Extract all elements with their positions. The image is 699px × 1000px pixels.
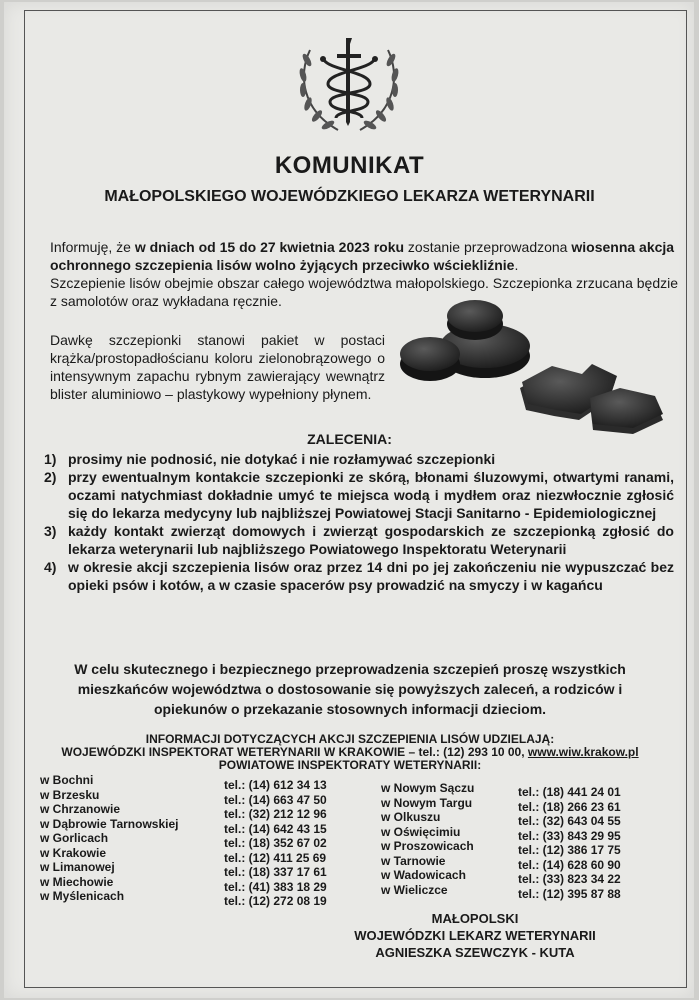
inspectorate-place: w Gorlicach [40,831,109,845]
inspectorate-phone: tel.: (33) 843 29 95 [518,828,621,843]
inspectorate-phone: tel.: (12) 411 25 69 [224,850,327,865]
contact-heading: INFORMACJI DOTYCZĄCYCH AKCJI SZCZEPIENIA LISÓW UDZIELAJĄ: [145,732,555,746]
vaccine-bait-image [400,296,670,446]
inspectorate-phones-right [518,785,621,901]
intro-area: Szczepienie lisów obejmie obszar całego województwa małopolskiego. Szczepionka zrzucana będzie z samolotów oraz wykładana ręcznie. [50,275,679,309]
inspectorate-phone: tel.: (33) 823 34 22 [518,872,621,886]
inspectorate-place: w Bochni [40,773,94,787]
item-number: 2) [44,469,57,485]
inspectorate-phone: tel.: (41) 383 18 29 [224,879,327,894]
intro-text: Informuję, że [50,239,135,255]
inspectorate-place: w Wieliczce [381,882,448,897]
inspectorate-place: w Nowym Targu [381,795,473,810]
signature-title: WOJEWÓDZKI LEKARZ WETERYNARII [354,928,596,943]
inspectorate-phone: tel.: (12) 272 08 19 [224,894,327,908]
website-link[interactable]: www.wiw.krakow.pl [527,745,639,759]
veterinary-emblem-icon [290,30,408,140]
inspectorate-place: w Wadowicach [381,868,466,882]
item-text: każdy kontakt zwierząt domowych i zwierząt gospodarskich ze szczepionką zgłosić do lekarza weterynarii lub najbliższego Powiatowego Inspektoratu Weterynarii [68,523,674,557]
item-number: 1) [44,451,57,467]
inspectorate-phone: tel.: (14) 612 34 13 [224,778,327,792]
inspectorate-phone: tel.: (18) 266 23 61 [518,799,621,814]
inspectorate-phone: tel.: (18) 337 17 61 [224,865,327,879]
inspectorate-place: w Oświęcimiu [381,824,461,839]
inspectorate-place: w Tarnowie [381,853,446,868]
recommendation-item [44,468,674,522]
inspectorate-place: w Miechowie [40,874,114,889]
inspectorate-phone: tel.: (12) 395 87 88 [518,886,621,901]
intro-action: wiosenna akcja ochronnego szczepienia lisów wolno żyjących przeciwko wściekliźnie [50,239,675,273]
inspectorate-place: w Brzesku [40,787,100,802]
contact-info [30,733,670,772]
item-number: 4) [44,559,57,575]
signature-block [330,910,620,961]
inspectorate-place: w Myślenicach [40,889,125,903]
recommendations-heading: ZALECENIA: [307,431,392,447]
recommendation-item [44,522,674,558]
intro-dates: w dniach od 15 do 27 kwietnia 2023 roku [134,239,405,255]
public-appeal: W celu skutecznego i bezpiecznego przeprowadzenia szczepień proszę wszystkich mieszkańców województwa o dostosowanie się powyższych zaleceń, a rodziców i opiekunów o przekazanie stosownych informacji dzieciom. [74,661,626,717]
inspectorate-place: w Olkuszu [381,810,441,824]
inspectorate-phone: tel.: (14) 642 43 15 [224,821,327,836]
inspectorate-phone: tel.: (14) 663 47 50 [224,792,327,807]
inspectorate-places-left [40,773,178,904]
signature-line: MAŁOPOLSKI [431,911,519,926]
inspectorate-phone: tel.: (12) 386 17 75 [518,843,621,857]
recommendations-list [44,450,674,594]
regional-inspectorate-phone: WOJEWÓDZKI INSPEKTORAT WETERYNARII W KRAKOWIE – tel.: (12) 293 10 00, [61,745,528,759]
inspectorate-place: w Limanowej [40,860,115,874]
notice-subtitle: MAŁOPOLSKIEGO WOJEWÓDZKIEGO LEKARZA WETERYNARII [104,188,595,205]
item-text: przy ewentualnym kontakcie szczepionki ze skórą, błonami śluzowymi, otwartymi ranami, oczami natychmiast dokładnie umyć te miejsca wodą i mydłem oraz niezwłocznie zgłosić się do lekarza medycyny lub najbliższej Powiatowej Stacji Sanitarno - Epidemiologicznej [68,469,674,521]
inspectorate-place: w Chrzanowie [40,802,121,816]
inspectorate-phone: tel.: (14) 628 60 90 [518,857,621,872]
intro-text: . [514,257,519,273]
district-inspectorates-heading: POWIATOWE INSPEKTORATY WETERYNARII: [218,758,482,772]
inspectorate-phones-left [224,778,327,909]
inspectorate-place: w Nowym Sączu [381,781,475,795]
intro-text: zostanie przeprowadzona [404,239,572,255]
inspectorate-phone: tel.: (32) 212 12 96 [224,807,327,821]
inspectorate-phone: tel.: (18) 352 67 02 [224,836,327,850]
notice-title: KOMUNIKAT [274,152,425,179]
item-text: w okresie akcji szczepienia lisów oraz przez 14 dni po jej zakończeniu nie wypuszczać bez opieki psów i kotów, a w czasie spacerów psy prowadzić na smyczy i w kagańcu [68,559,674,593]
recommendation-item [44,450,674,468]
inspectorate-places-right [381,781,474,897]
inspectorate-phone: tel.: (32) 643 04 55 [518,814,621,828]
recommendation-item [44,558,674,594]
inspectorate-place: w Krakowie [40,845,107,860]
inspectorate-place: w Proszowicach [381,839,474,853]
inspectorate-place: w Dąbrowie Tarnowskiej [40,816,179,831]
item-number: 3) [44,523,57,539]
inspectorate-phone: tel.: (18) 441 24 01 [518,785,621,799]
signature-name: AGNIESZKA SZEWCZYK - KUTA [375,945,575,960]
item-text: prosimy nie podnosić, nie dotykać i nie rozłamywać szczepionki [68,451,496,467]
dose-description: Dawkę szczepionki stanowi pakiet w postaci krążka/prostopadłościanu koloru zielonobrązowego o intensywnym zapachu rybnym zawierający wewnątrz blister aluminiowo – plastykowy wypełniony płynem. [50,332,385,402]
